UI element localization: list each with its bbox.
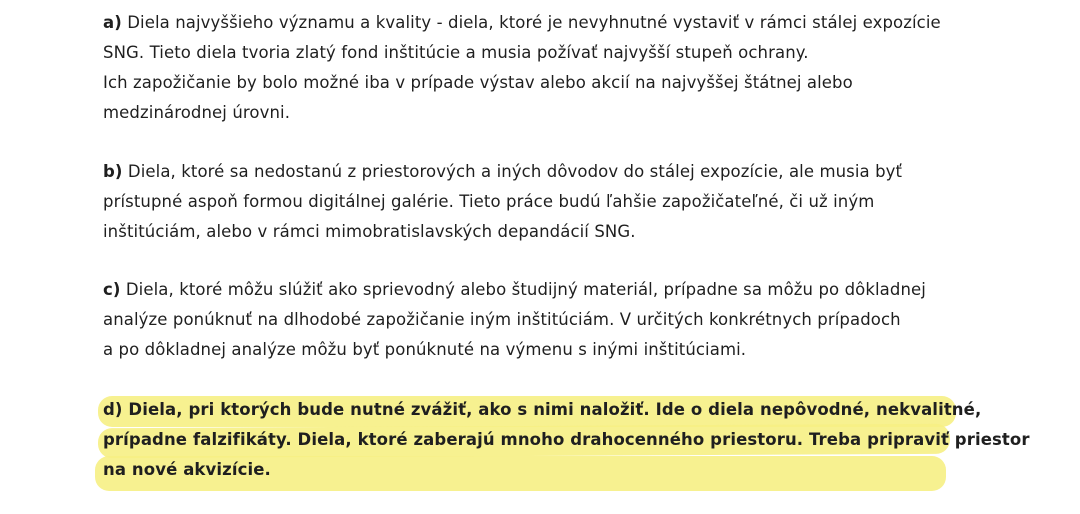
paragraph-line: prípadne falzifikáty. Diela, ktoré zaberajú mnoho drahocenného priestoru. Treba pripraviť priestor xyxy=(103,430,1030,449)
paragraph-line: SNG. Tieto diela tvoria zlatý fond inštitúcie a musia požívať najvyšší stupeň ochrany. xyxy=(103,43,809,62)
paragraph-text: Diela, ktoré sa nedostanú z priestorových a iných dôvodov do stálej expozície, ale musia byť xyxy=(122,162,903,181)
paragraph-label: b) xyxy=(103,162,123,181)
paragraph-a xyxy=(103,8,1003,128)
paragraph-line: analýze ponúknuť na dlhodobé zapožičanie iným inštitúciám. V určitých konkrétnych prípadoch xyxy=(103,310,901,329)
paragraph-text: Diela, pri ktorých bude nutné zvážiť, ako s nimi naložiť. Ide o diela nepôvodné, nekvalitné, xyxy=(122,400,982,419)
paragraph-line: na nové akvizície. xyxy=(103,460,271,479)
paragraph-label: c) xyxy=(103,280,121,299)
paragraph-line xyxy=(103,275,1003,305)
paragraph-label: a) xyxy=(103,13,122,32)
paragraph-d-highlighted xyxy=(103,395,1030,485)
paragraph-line: medzinárodnej úrovni. xyxy=(103,103,291,122)
paragraph-line: Ich zapožičanie by bolo možné iba v prípade výstav alebo akcií na najvyššej štátnej alebo xyxy=(103,73,853,92)
paragraph-line: inštitúciám, alebo v rámci mimobratislavských depandácií SNG. xyxy=(103,222,636,241)
paragraph-c xyxy=(103,275,1003,365)
paragraph-label: d) xyxy=(103,400,123,419)
paragraph-text: Diela najvyššieho významu a kvality - diela, ktoré je nevyhnutné vystaviť v rámci stálej expozície xyxy=(121,13,941,32)
paragraph-line: a po dôkladnej analýze môžu byť ponúknuté na výmenu s inými inštitúciami. xyxy=(103,340,747,359)
paragraph-b xyxy=(103,157,1003,247)
paragraph-line xyxy=(103,8,1003,38)
paragraph-text: Diela, ktoré môžu slúžiť ako sprievodný alebo študijný materiál, prípadne sa môžu po dôkladnej xyxy=(120,280,926,299)
paragraph-line: prístupné aspoň formou digitálnej galérie. Tieto práce budú ľahšie zapožičateľné, či už iným xyxy=(103,192,875,211)
paragraph-line xyxy=(103,157,1003,187)
paragraph-line xyxy=(103,395,1003,425)
